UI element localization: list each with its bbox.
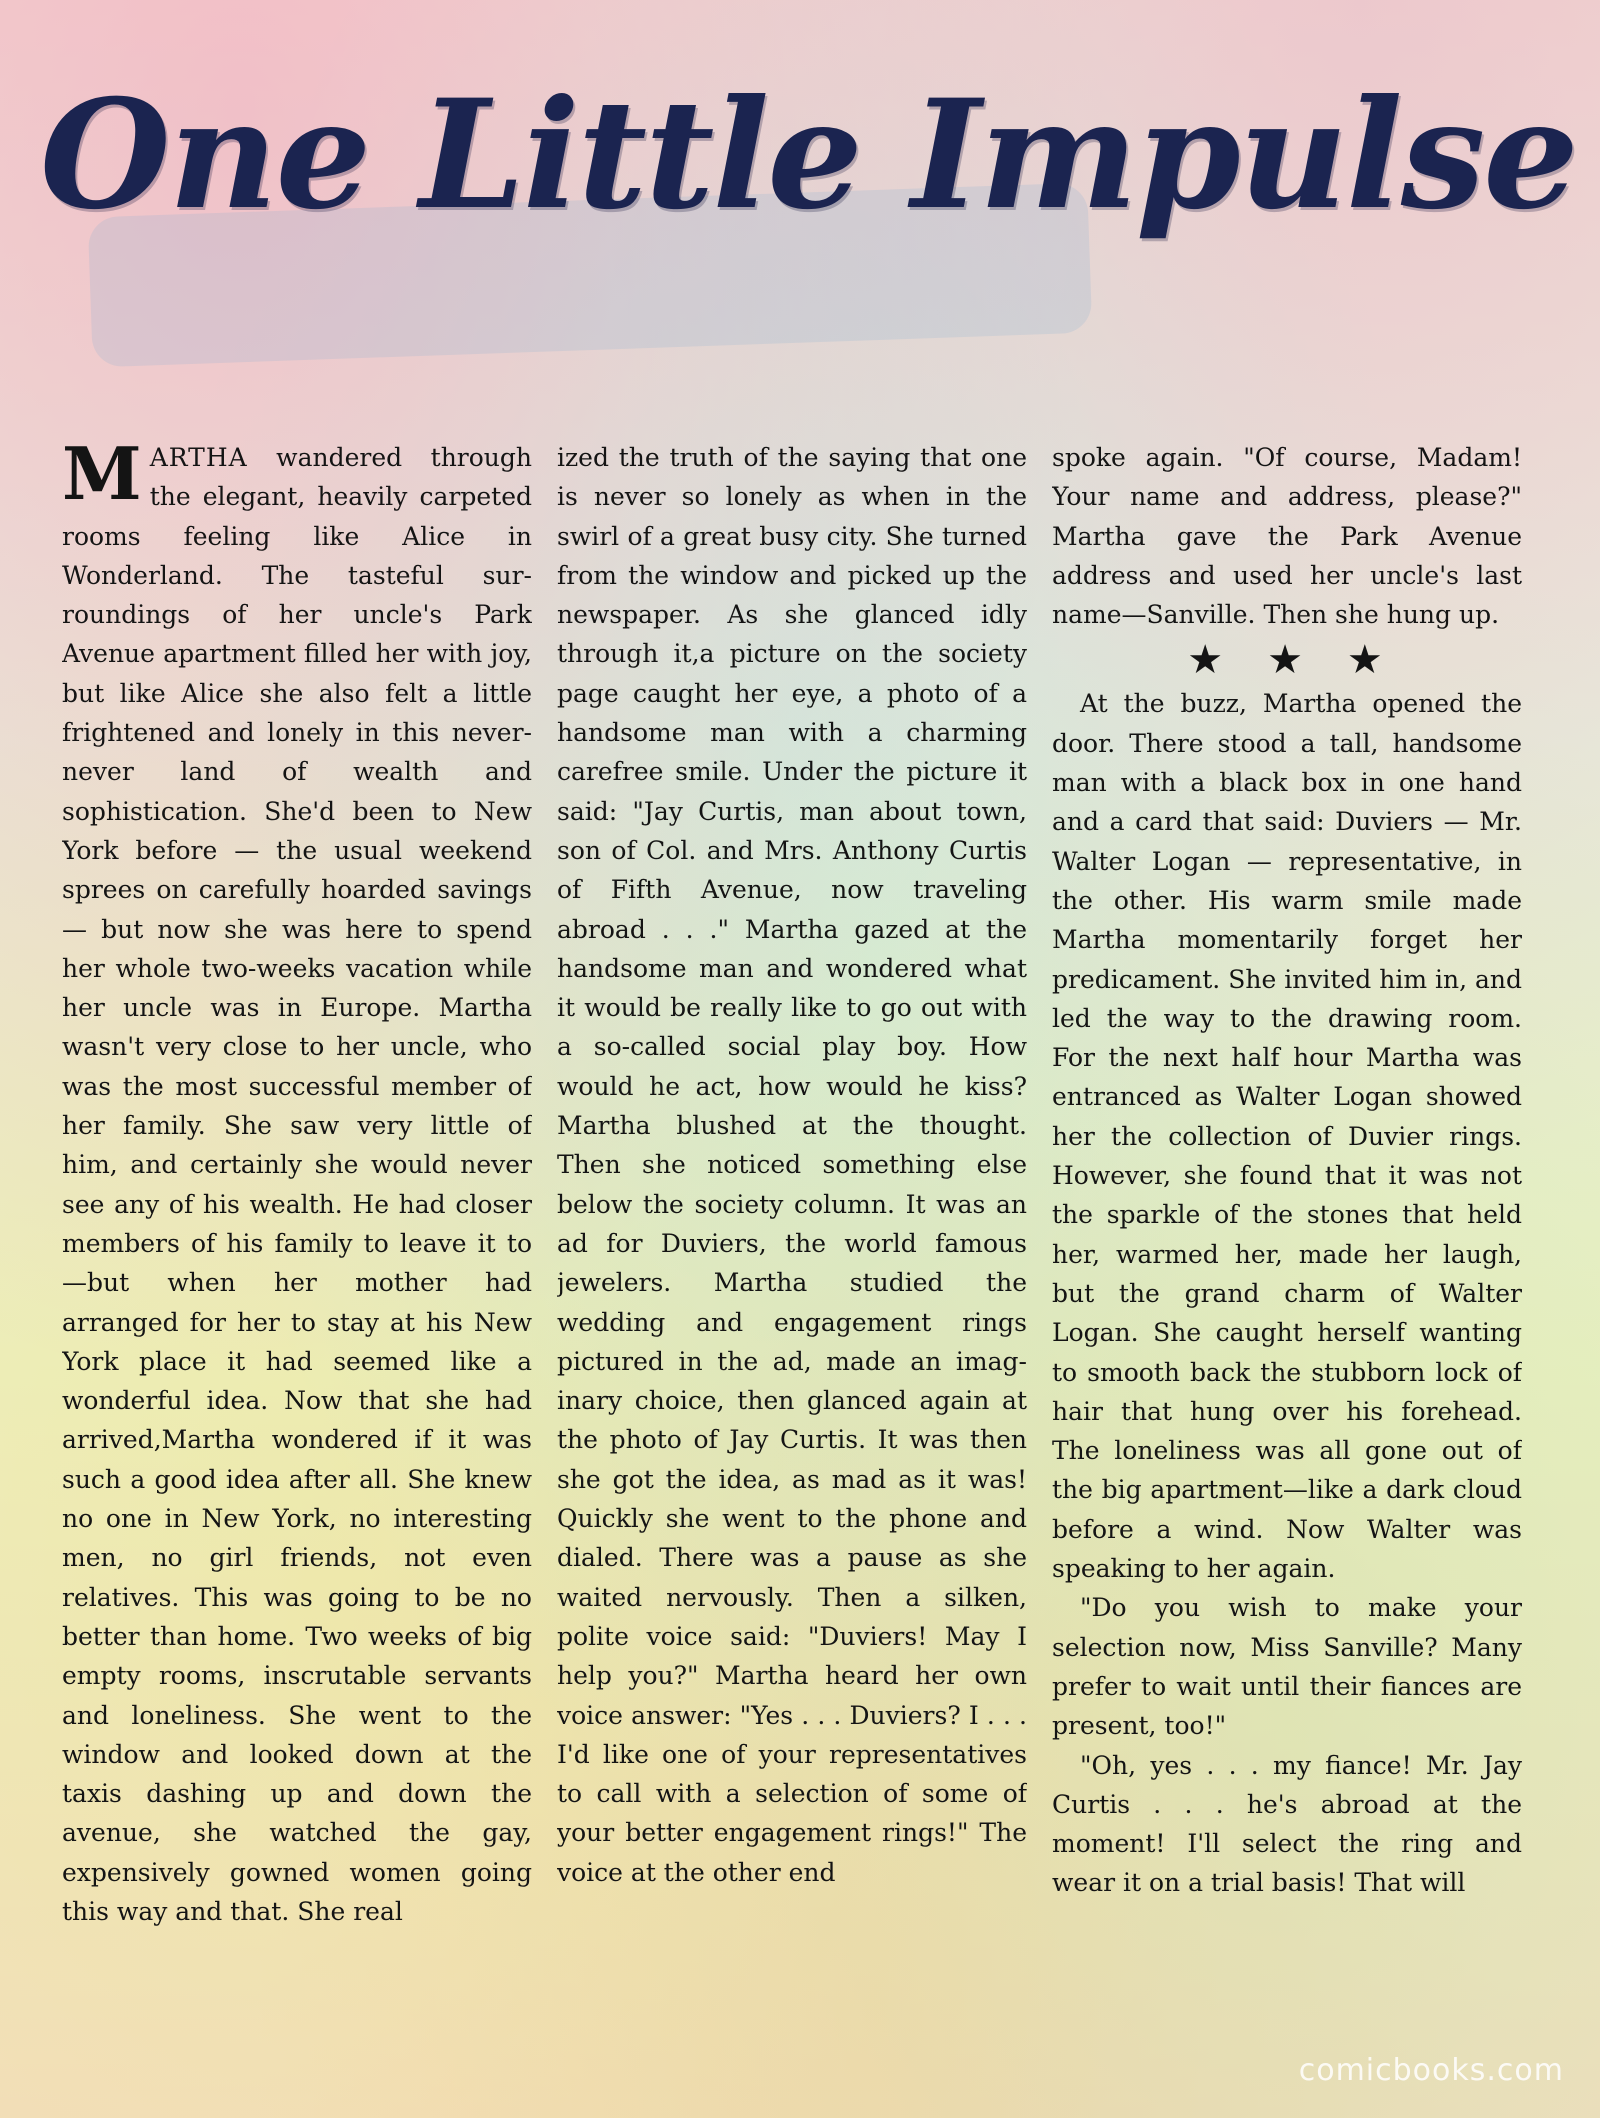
paragraph-text: wandered through the elegant, heavily carpeted rooms feeling like Alice in Wonderland. The tasteful surroundings of her uncle's Park Avenue apartment filled her with joy, but like Alice she also felt a little frightened and lonely in this never-never land of wealth and sophistication. She'd been to New York before — the usual weekend sprees on carefully hoarded savings — but now she was here to spend her whole two-weeks vacation while her uncle was in Europe. Martha wasn't very close to her uncle, who was the most successful member of her family. She saw very little of him, and certainly she would never see any of his wealth. He had closer members of his family to leave it to—but when her mother had arranged for her to stay at his New York place it had seemed like a wonderful idea. Now that she had arrived,Martha wondered if it was such a good idea after all. She knew no one in New York, no interesting men, no girl friends, not even relatives. This was going to be no better than home. Two weeks of big empty rooms, inscrutable servants and loneliness. She went to the window and looked down at the taxis dashing up and down the avenue, she watched the gay, expensively gowned women going this way and that. She real: [62, 443, 532, 1926]
text-column-3: [1052, 438, 1522, 2008]
paragraph: "Oh, yes . . . my fiance! Mr. Jay Curtis . . . he's abroad at the moment! I'll select the ring and wear it on a trial basis! That will: [1052, 1750, 1522, 1898]
section-break-stars: ★★★: [1187, 637, 1427, 684]
site-watermark: comicbooks.com: [1298, 2053, 1564, 2088]
paragraph: At the buzz, Martha opened the door. There stood a tall, handsome man with a black box in one hand and a card that said: Duviers — Mr. Walter Logan — representative, in the other. His warm smile made Martha momentarily forget her predicament. She invited him in, and led the way to the drawing room. For the next half hour Martha was entranced as Walter Logan showed her the collection of Duvier rings. However, she found that it was not the sparkle of the stones that held her, warmed her, made her laugh, but the grand charm of Walter Logan. She caught herself wanting to smooth back the stubborn lock of hair that hung over his forehead. The loneliness was all gone out of the big apartment—like a dark cloud before a wind. Now Walter was speaking to her again.: [1052, 689, 1522, 1584]
text-column-2: [557, 438, 1027, 2008]
story-columns: [62, 438, 1522, 2008]
paragraph: [62, 438, 532, 1931]
lead-in-caps: ARTHA: [149, 443, 248, 472]
paragraph: spoke again. "Of course, Madam! Your name and address, please?" Martha gave the Park Avenue address and used her uncle's last name—Sanville. Then she hung up.: [1052, 443, 1522, 630]
story-title: One Little Impulse: [40, 67, 1577, 243]
paragraph: "Do you wish to make your selection now, Miss Sanville? Many prefer to wait until their fiances are present, too!": [1052, 1593, 1522, 1741]
paragraph: ized the truth of the saying that one is never so lonely as when in the swirl of a great busy city. She turned from the window and picked up the newspaper. As she glanced idly through it,a picture on the society page caught her eye, a photo of a handsome man with a charming carefree smile. Under the picture it said: "Jay Curtis, man about town, son of Col. and Mrs. Anthony Curtis of Fifth Avenue, now traveling abroad . . ." Martha gazed at the handsome man and wondered what it would be really like to go out with a so-called social play boy. How would he act, how would he kiss? Martha blushed at the thought. Then she noticed something else below the society column. It was an ad for Duviers, the world famous jewelers. Martha studied the wedding and engagement rings pictured in the ad, made an imaginary choice, then glanced again at the photo of Jay Curtis. It was then she got the idea, as mad as it was! Quickly she went to the phone and dialed. There was a pause as she waited nervously. Then a silken, polite voice said: "Duviers! May I help you?" Martha heard her own voice answer: "Yes . . . Duviers? I . . . I'd like one of your representatives to call with a selection of some of your better engagement rings!" The voice at the other end: [557, 443, 1027, 1887]
drop-cap: M: [62, 438, 142, 516]
text-column-1: [62, 438, 532, 2008]
